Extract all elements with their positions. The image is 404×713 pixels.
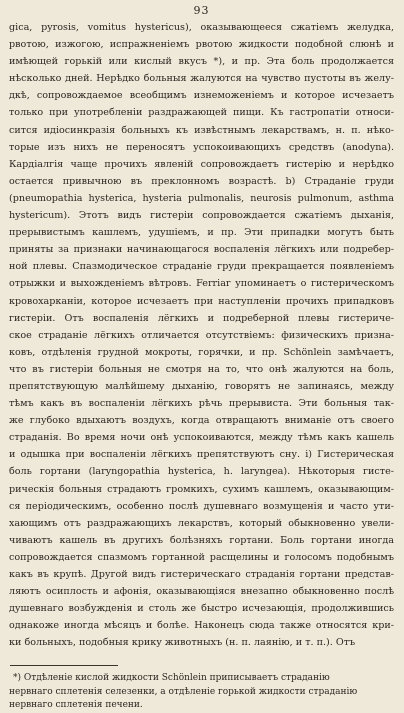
text-line: остается привычною въ преклонномъ возрастѣ. b) Страданіе груди (9, 175, 394, 187)
text-line: ки больныхъ, подобныя крику животныхъ (н. п. лаянію, и т. п.). Отъ (9, 637, 356, 649)
text-line: кровохарканіи, которое исчезаетъ при наступленіи прочихъ припадковъ (9, 295, 394, 307)
text-line: какъ въ крупѣ. Другой видъ гистерическаго страданія гортани представ- (9, 569, 394, 580)
footnote (9, 672, 394, 713)
text-line: боль гортани (laryngopathia hysterica, h. laryngea). Нѣкоторыя гисте- (9, 466, 394, 478)
text-line: (pneumopathia hysterica, hysteria pulmonalis, neurosis pulmonum, asthma (9, 192, 394, 204)
text-line: гистеріи. Отъ воспаленія лёгкихъ и подреберной плевы гистериче- (9, 312, 394, 324)
text-line: hystericum). Этотъ видъ гистеріи сопровождается сжатіемъ дыханія, (9, 210, 394, 222)
text-line: рическія больныя страдаютъ громкихъ, сухимъ кашлемъ, оказывающим- (9, 483, 394, 495)
text-line: сится идіосинкразія больныхъ къ извѣстнымъ лекарствамъ, н. п. нѣко- (9, 124, 394, 136)
footnote-line: *) Отдѣленіе кислой жидкости Schönlein приписываетъ страданію (13, 673, 330, 684)
text-line: хающимъ отъ раздражающихъ лекарствъ, который обыкновенно увели- (9, 517, 394, 529)
text-line: ковъ, отдѣленія грудной мокроты, горячки, и пр. Schönlein замѣчаетъ, (9, 346, 394, 358)
text-line: рвотою, изжогою, испражненіемъ рвотою жидкости подобной слюнѣ и (9, 39, 394, 51)
page-number: 93 (193, 4, 210, 17)
body-text (9, 19, 394, 651)
footnote-divider (10, 665, 118, 666)
text-line: ское страданіе лёгкихъ отличается отсутствіемъ: физическихъ призна- (9, 329, 394, 341)
text-line: сопровождается спазмомъ гортанной расщелины и голосомъ подобнымъ (9, 551, 394, 563)
text-line: нѣсколько дней. Нерѣдко больныя жалуются на чувство пустоты въ желу- (9, 73, 394, 85)
text-line: имѣющей горькій или кислый вкусъ *), и пр. Эта боль продолжается (9, 56, 394, 68)
text-line: чиваютъ кашель въ другихъ болѣзняхъ гортани. Боль гортани иногда (9, 534, 394, 546)
text-line: торые изъ нихъ не переносятъ успокоивающихъ средствъ (anodyna). (9, 141, 394, 153)
text-line: дкѣ, сопровождаемое всеобщимъ изнеможеніемъ и которое исчезаетъ (9, 90, 394, 102)
text-line: тѣмъ какъ въ воспаленіи лёгкихъ рѣчь прерывиста. Эти больныя так- (9, 398, 394, 410)
text-line: только при употребленіи раздражающей пищи. Къ гастропатіи относи- (9, 107, 394, 119)
text-line: приняты за признаки начинающагося воспаленія лёгкихъ или подребер- (9, 244, 394, 256)
text-line: что въ гистеріи больныя не смотря на то, что онѣ жалуются на боль, (9, 363, 394, 375)
text-line: отрыжки и выхожденіемъ вѣтровъ. Ferriar упоминаетъ о гистерическомъ (9, 278, 394, 290)
text-line: ляютъ осиплость и афонія, оказывающіяся внезапно обыкновенно послѣ (9, 586, 394, 598)
text-line: душевнаго возбужденія и столь же быстро исчезающія, продолжившись (9, 603, 394, 615)
text-line: ся періодическимъ, особенно послѣ душевнаго возмущенія и часто ути- (9, 500, 394, 512)
text-line: gica, pyrosis, vomitus hystericus), оказывающееся сжатіемъ желудка, (9, 22, 394, 33)
text-line: однакоже иногда мѣсяцъ и болѣе. Наконецъ сюда также относятся кри- (9, 620, 394, 632)
footnote-line: нервнаго сплетенія селезенки, а отдѣленіе горькой жидкости страданію (9, 686, 358, 697)
footnote-line: нервнаго сплетенія печени. (9, 700, 143, 711)
text-line: Кардіалгія чаще прочихъ явленій сопровождаетъ гистерію и нерѣдко (9, 158, 394, 170)
text-line: ной плевы. Спазмодическое страданіе груди прекращается появленіемъ (9, 261, 394, 273)
text-line: страданія. Во время ночи онѣ успокоиваются, между тѣмъ какъ кашель (9, 432, 394, 444)
text-line: же глубоко вдыхаютъ воздухъ, когда отвращаютъ вниманіе отъ своего (9, 415, 394, 427)
text-line: препятствующую малѣйшему дыханію, говорятъ не запинаясь, между (9, 380, 394, 392)
text-line: прерывистымъ кашлемъ, удушіемъ, и пр. Эти припадки могутъ быть (9, 227, 394, 239)
text-line: и одышка при воспаленіи лёгкихъ препятствуютъ сну. i) Гистерическая (9, 449, 394, 461)
